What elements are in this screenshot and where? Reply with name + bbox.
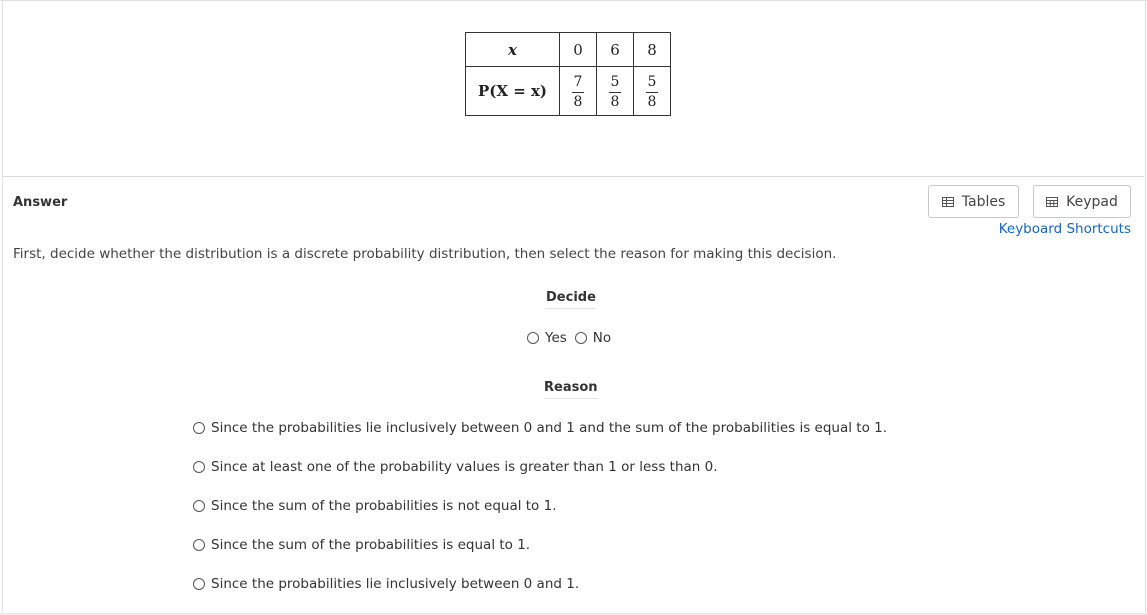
frame-right-border	[1145, 0, 1146, 615]
probability-header-label: P(X = x)	[477, 82, 548, 100]
reason-radio-2[interactable]	[193, 461, 205, 473]
decide-heading: Decide	[546, 290, 596, 309]
probability-distribution-table	[465, 32, 671, 116]
table-row-x	[466, 33, 671, 67]
x-value-cell: 0	[560, 33, 597, 67]
fraction-numerator: 5	[609, 74, 622, 93]
probability-fraction	[609, 74, 622, 111]
probability-cell	[597, 67, 634, 116]
reason-option-4[interactable]	[193, 537, 530, 553]
x-value-cell: 8	[634, 33, 671, 67]
reason-option-2-label: Since at least one of the probability values is greater than 1 or less than 0.	[211, 459, 718, 475]
tables-button-label: Tables	[961, 193, 1006, 210]
reason-option-5-label: Since the probabilities lie inclusively between 0 and 1.	[211, 576, 580, 592]
reason-option-3-label: Since the sum of the probabilities is not equal to 1.	[211, 498, 557, 514]
reason-option-2[interactable]	[193, 459, 718, 475]
keypad-button[interactable]	[1033, 185, 1131, 218]
reason-option-3[interactable]	[193, 498, 557, 514]
probability-cell	[634, 67, 671, 116]
section-divider	[3, 176, 1144, 177]
reason-radio-3[interactable]	[193, 500, 205, 512]
frame-left-border	[2, 0, 3, 615]
table-icon	[942, 197, 954, 207]
instruction-text: First, decide whether the distribution is a discrete probability distribution, then select the reason for making this decision.	[13, 246, 837, 262]
reason-radio-4[interactable]	[193, 539, 205, 551]
decide-option-yes[interactable]	[527, 330, 567, 346]
probability-cell	[560, 67, 597, 116]
keyboard-shortcuts-link[interactable]: Keyboard Shortcuts	[998, 221, 1131, 237]
decide-option-yes-label: Yes	[545, 330, 567, 346]
probability-fraction	[572, 74, 585, 111]
keypad-button-label: Keypad	[1066, 193, 1118, 210]
frame-top-border	[0, 0, 1147, 3]
fraction-numerator: 5	[646, 74, 659, 93]
tables-button[interactable]	[928, 185, 1019, 218]
fraction-denominator: 8	[610, 93, 620, 110]
probability-fraction	[646, 74, 659, 111]
fraction-denominator: 8	[573, 93, 583, 110]
reason-radio-1[interactable]	[193, 422, 205, 434]
reason-option-5[interactable]	[193, 576, 579, 592]
reason-option-4-label: Since the sum of the probabilities is equal to 1.	[211, 537, 531, 553]
radio-no[interactable]	[575, 332, 587, 344]
answer-heading: Answer	[13, 195, 68, 210]
fraction-numerator: 7	[572, 74, 585, 93]
reason-option-1-label: Since the probabilities lie inclusively between 0 and 1 and the sum of the probabilities is equal to 1.	[211, 420, 888, 436]
reason-heading: Reason	[544, 380, 598, 399]
x-header-label: x	[508, 40, 517, 59]
decide-options	[527, 330, 619, 346]
decide-option-no[interactable]	[575, 330, 611, 346]
x-value-cell: 6	[597, 33, 634, 67]
probability-header-cell	[466, 67, 560, 116]
reason-radio-5[interactable]	[193, 578, 205, 590]
x-header-cell	[466, 33, 560, 67]
reason-option-1[interactable]	[193, 420, 887, 436]
keypad-icon	[1046, 197, 1058, 207]
table-row-probability	[466, 67, 671, 116]
decide-option-no-label: No	[592, 330, 612, 346]
fraction-denominator: 8	[647, 93, 657, 110]
radio-yes[interactable]	[527, 332, 539, 344]
